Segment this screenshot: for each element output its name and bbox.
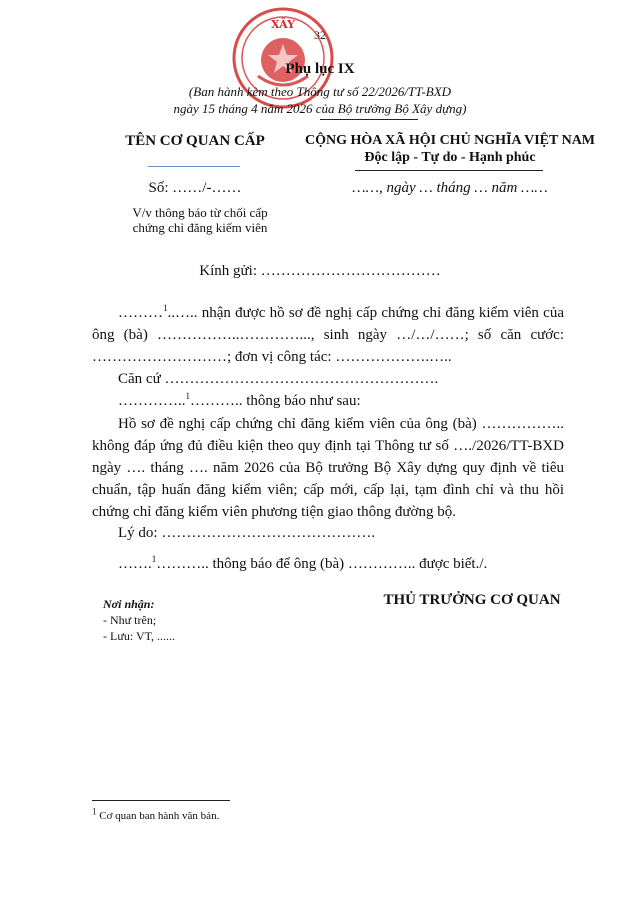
paragraph-decision: Hồ sơ đề nghị cấp chứng chỉ đăng kiểm viên của ông (bà) …………….. không đáp ứng đủ điều kiện theo quy định tại Thông tư số …./2026/TT-BXD ngày …. tháng …. năm 2026 của Bộ trưởng Bộ Xây dựng quy định về tiêu chuẩn, tập huấn đăng kiểm viên; cấp mới, cấp lại, tạm đình chỉ và thu hồi chứng chỉ đăng kiểm viên phương tiện giao thông đường bộ. [92,416,564,520]
motto-divider [355,170,543,171]
paragraph-received [92,302,564,368]
footnote-text: Cơ quan ban hành văn bản. [96,810,220,822]
page-number: 32 [314,28,326,42]
agency-divider [148,166,240,167]
subject-line-1: V/v thông báo từ chối cấp [132,205,268,220]
header-divider [320,119,418,120]
paragraph-closing [92,553,564,575]
p6-text: ……….. thông báo để ông (bà) ………….. được biết./. [156,556,488,572]
p3-lead: ………….. [118,393,186,409]
p1-text: ..….. nhận được hồ sơ đề nghị cấp chứng chỉ đăng kiểm viên của ông (bà) ……………..…………..., sinh ngày …/…/……; số căn cước: ………………………; đơn vị công tác: ……………….….. [92,305,564,365]
issued-by-line-1: (Ban hành kèm theo Thông tư số 22/2026/TT-BXD [188,84,452,99]
p3-text: ……….. thông báo như sau: [190,393,361,409]
appendix-title: Phụ lục IX [285,61,355,77]
footnote-ref: 1 [163,303,168,313]
subject-line-2: chứng chỉ đăng kiểm viên [132,220,268,235]
footnote-ref: 1 [185,391,190,401]
recipient-line: Kính gửi: ……………………………… [199,263,441,279]
nation-name: CỘNG HÒA XÃ HỘI CHỦ NGHĨA VIỆT NAM [305,133,596,148]
recipient-item: - Như trên; [103,613,157,627]
document-subject [120,205,280,235]
footnote-divider [92,800,230,801]
svg-text:XÂY: XÂY [271,18,295,31]
document-date: ……, ngày … tháng … năm …… [352,180,548,196]
document-number: Số: ……/-…… [148,180,242,196]
signer-title: THỦ TRƯỞNG CƠ QUAN [383,592,561,608]
footnote [92,806,220,822]
p6-lead: ……. [118,556,152,572]
paragraph-reason: Lý do: ……………………………………. [118,525,376,541]
footnote-mark: 1 [92,806,97,817]
recipient-item: - Lưu: VT, ...... [103,629,176,643]
national-motto: Độc lập - Tự do - Hạnh phúc [364,150,536,165]
issued-by-line-2: ngày 15 tháng 4 năm 2026 của Bộ trưởng Bộ Xây dựng) [173,101,467,116]
agency-name: TÊN CƠ QUAN CẤP [125,133,265,149]
recipients-block [103,596,175,644]
p1-lead: ……… [118,305,163,321]
paragraph-basis: Căn cứ ………………………………………………. [118,371,439,387]
footnote-ref: 1 [151,554,157,564]
paragraph-announce [92,390,564,412]
recipients-title: Nơi nhận: [103,597,155,611]
